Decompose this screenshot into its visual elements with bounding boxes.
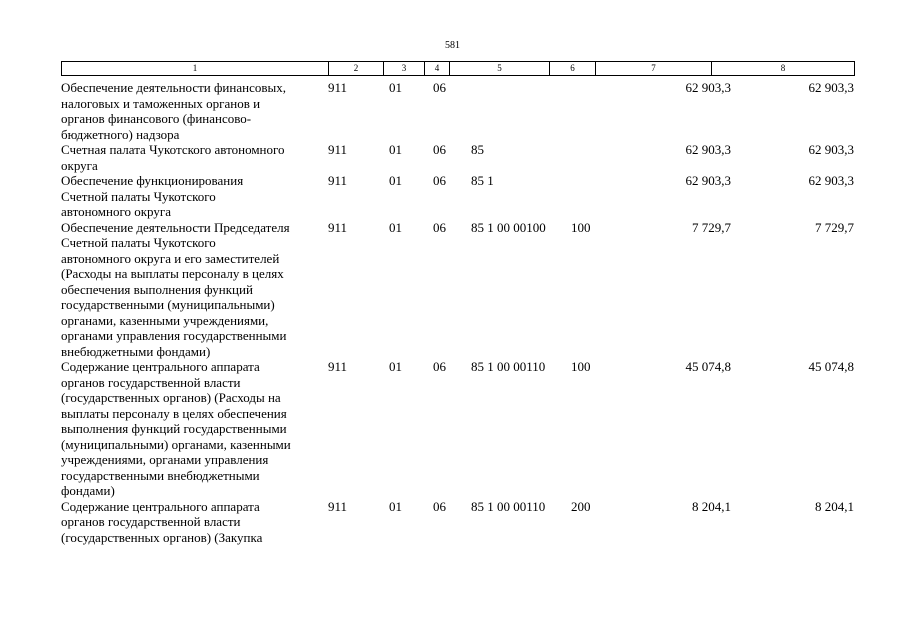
table-row (61, 359, 854, 499)
row-description: Содержание центрального аппарата органов государственной власти (государственных органов) (Закупка (61, 498, 263, 545)
row-expense-type: 100 (571, 359, 591, 374)
table-row (61, 499, 854, 546)
row-expense-type: 200 (571, 498, 591, 514)
row-section-code: 01 (389, 498, 402, 514)
row-amount-col7: 62 903,3 (685, 142, 731, 157)
table-row (61, 220, 854, 360)
table-row (61, 173, 854, 220)
column-header-8: 8 (712, 62, 855, 76)
row-target-article: 85 1 00 00110 (471, 359, 546, 374)
row-amount-col8: 62 903,3 (808, 173, 854, 188)
column-header-table (61, 61, 855, 76)
row-description: Обеспечение деятельности Председателя Счетной палаты Чукотского автономного округа и его заместителей (Расходы на выплаты персоналу в целях обеспечения выполнения функций государственными (муниципальными) органами, казенными учреждениями, органами управления государственными внебюджетными фондами) (61, 219, 290, 359)
row-section-code: 01 (389, 359, 402, 374)
row-target-article: 85 1 00 00110 (471, 498, 546, 514)
column-header-2: 2 (329, 62, 384, 76)
row-subsection-code: 06 (433, 359, 446, 374)
row-ministry-code: 911 (328, 142, 348, 157)
row-section-code: 01 (389, 80, 402, 95)
table-row (61, 142, 854, 173)
row-section-code: 01 (389, 219, 402, 235)
row-amount-col8: 8 204,1 (815, 498, 854, 514)
row-subsection-code: 06 (433, 219, 446, 235)
column-header-row (62, 62, 855, 76)
page-number: 581 (445, 40, 460, 51)
budget-table-body (61, 80, 854, 545)
column-header-6: 6 (550, 62, 596, 76)
row-amount-col7: 62 903,3 (685, 173, 731, 188)
row-section-code: 01 (389, 173, 402, 188)
row-subsection-code: 06 (433, 80, 446, 95)
row-target-article: 85 (471, 142, 484, 157)
row-ministry-code: 911 (328, 219, 348, 235)
row-target-article: 85 1 (471, 173, 494, 188)
row-target-article: 85 1 00 00100 (471, 219, 546, 235)
row-subsection-code: 06 (433, 142, 446, 157)
table-row (61, 80, 854, 142)
column-header-7: 7 (596, 62, 712, 76)
row-amount-col7: 7 729,7 (692, 219, 731, 235)
row-amount-col7: 62 903,3 (685, 80, 731, 95)
row-amount-col7: 8 204,1 (692, 498, 731, 514)
column-header-5: 5 (450, 62, 550, 76)
row-amount-col8: 62 903,3 (808, 142, 854, 157)
row-ministry-code: 911 (328, 498, 348, 514)
row-ministry-code: 911 (328, 359, 348, 374)
row-ministry-code: 911 (328, 80, 348, 95)
row-section-code: 01 (389, 142, 402, 157)
row-description: Содержание центрального аппарата органов государственной власти (государственных органов) (Расходы на выплаты персоналу в целях обеспечения выполнения функций государственными (муниципальными) органами, казенными учреждениями, органами управления государственными внебюджетными фондами) (61, 359, 291, 498)
row-amount-col8: 62 903,3 (808, 80, 854, 95)
row-subsection-code: 06 (433, 173, 446, 188)
row-ministry-code: 911 (328, 173, 348, 188)
column-header-4: 4 (425, 62, 450, 76)
row-expense-type: 100 (571, 219, 591, 235)
column-header-3: 3 (384, 62, 425, 76)
row-amount-col7: 45 074,8 (685, 359, 731, 374)
row-subsection-code: 06 (433, 498, 446, 514)
row-amount-col8: 7 729,7 (815, 219, 854, 235)
column-header-1: 1 (62, 62, 329, 76)
row-description: Счетная палата Чукотского автономного округа (61, 142, 285, 173)
row-description: Обеспечение функционирования Счетной палаты Чукотского автономного округа (61, 173, 244, 219)
row-description: Обеспечение деятельности финансовых, налоговых и таможенных органов и органов финансового (финансово- бюджетного) надзора (61, 80, 286, 142)
row-amount-col8: 45 074,8 (808, 359, 854, 374)
